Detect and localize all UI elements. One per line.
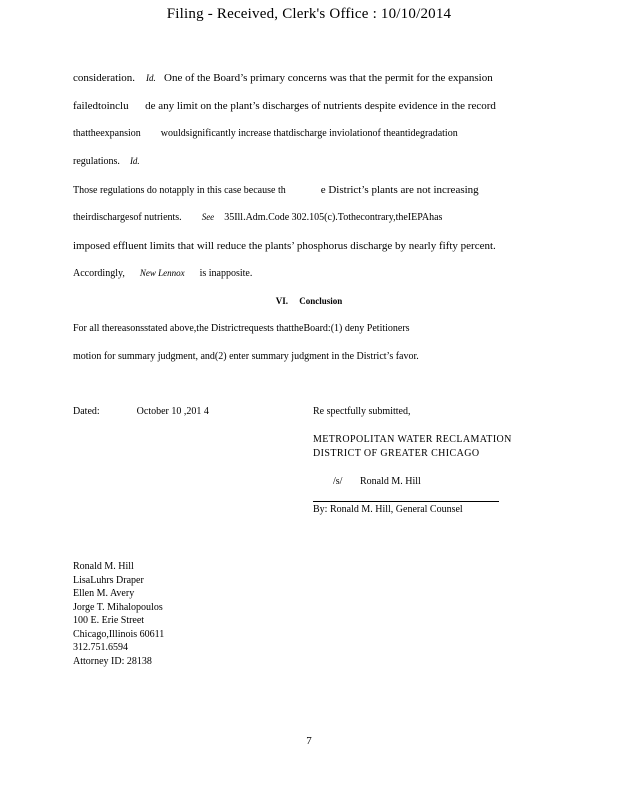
body-text: Those regulations do notapply in this case because th	[73, 185, 286, 196]
body-text: regulations.	[73, 156, 120, 167]
date-value: October 10 ,201 4	[136, 406, 209, 417]
citation: Id.	[129, 156, 140, 166]
body-line-1	[73, 72, 493, 84]
body-line-7	[73, 240, 496, 252]
body-text: Accordingly,	[73, 268, 125, 279]
body-line-4	[73, 156, 140, 167]
dated-line	[73, 406, 209, 417]
counsel-line: 100 E. Erie Street	[73, 615, 145, 626]
counsel-line: Chicago,Illinois 60611	[73, 628, 165, 640]
section-number: VI.	[275, 296, 288, 306]
body-line-6	[73, 212, 442, 223]
counsel-block	[73, 560, 164, 668]
filing-stamp-header: Filing - Received, Clerk's Office : 10/10/2014	[166, 6, 452, 22]
by-line: By: Ronald M. Hill, General Counsel	[313, 504, 463, 515]
signature-rule	[313, 501, 499, 502]
counsel-line: 312.751.6594	[73, 642, 128, 653]
case-citation: New Lennox	[139, 268, 185, 278]
counsel-line: LisaLuhrs Draper	[73, 574, 144, 586]
signature-mark: /s/	[333, 476, 343, 487]
body-text: e District’s plants are not increasing	[320, 184, 479, 196]
dated-label: Dated:	[73, 406, 100, 417]
body-line-2	[73, 100, 496, 112]
body-text: imposed effluent limits that will reduce the plants’ phosphorus discharge by nearly fifty percent.	[73, 240, 496, 252]
counsel-line: Ellen M. Avery	[73, 588, 135, 599]
conclusion-line-2: motion for summary judgment, and(2) enter summary judgment in the District’s favor.	[73, 351, 419, 362]
body-text: de any limit on the plant’s discharges of nutrients despite evidence in the record	[145, 100, 496, 112]
closing: Re spectfully submitted,	[313, 406, 411, 417]
body-text: 35Ill.Adm.Code 302.105(c).Tothecontrary,theIEPAhas	[224, 212, 443, 223]
body-text: is inapposite.	[199, 268, 253, 279]
body-text: consideration.	[73, 72, 136, 84]
electronic-signature	[333, 476, 421, 487]
conclusion-line-1: For all thereasonsstated above,the Districtrequests thattheBoard:(1) deny Petitioners	[73, 323, 410, 334]
body-text: One of the Board’s primary concerns was that the permit for the expansion	[164, 72, 493, 84]
signer-name: Ronald M. Hill	[359, 476, 421, 487]
counsel-line: Ronald M. Hill	[73, 561, 134, 572]
body-line-5	[73, 184, 479, 196]
page-number: 7	[306, 735, 312, 747]
counsel-line: Jorge T. Mihalopoulos	[73, 601, 163, 613]
body-text: thattheexpansion	[73, 128, 141, 139]
citation: Id.	[146, 73, 156, 83]
body-text: theirdischargesof nutrients.	[73, 212, 182, 223]
body-text: wouldsignificantly increase thatdischarge inviolationof theantidegradation	[160, 128, 458, 139]
org-line-1: METROPOLITAN WATER RECLAMATION	[313, 434, 512, 445]
citation: See	[201, 212, 215, 222]
org-line-2: DISTRICT OF GREATER CHICAGO	[313, 448, 480, 459]
body-line-8	[73, 268, 252, 279]
body-line-3	[73, 128, 458, 139]
counsel-line: Attorney ID: 28138	[73, 655, 152, 667]
body-text: failedtoinclu	[73, 100, 129, 112]
section-title: Conclusion	[299, 296, 343, 306]
section-heading	[0, 296, 618, 306]
